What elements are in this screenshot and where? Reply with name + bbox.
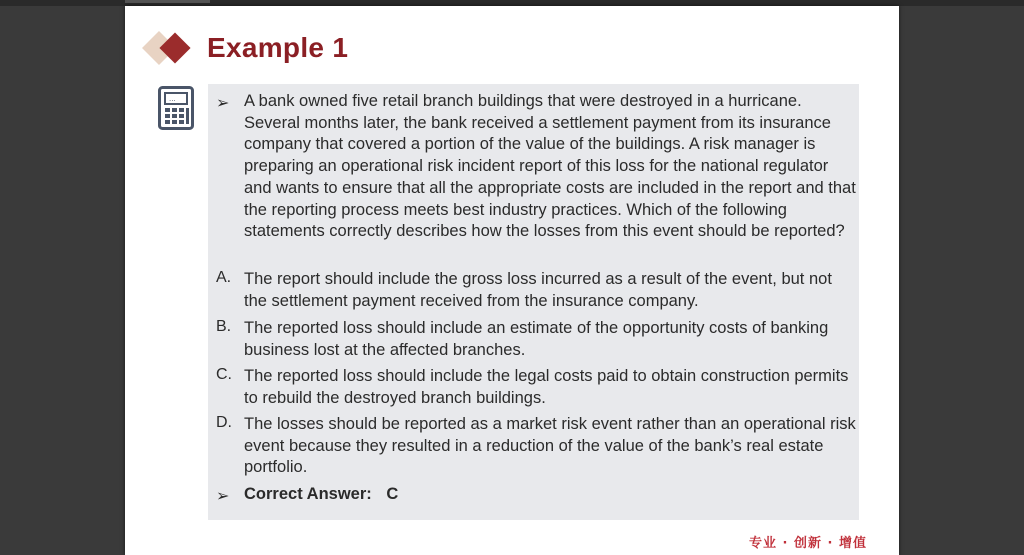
option-d-text: The losses should be reported as a market risk event rather than an operational risk event because they resulted in a reduction of the value of the bank’s real estate portfolio. <box>244 415 856 477</box>
calculator-icon <box>158 86 194 130</box>
slide-title: Example 1 <box>207 32 349 63</box>
correct-answer-value: C <box>386 485 399 503</box>
option-letter-a: A. <box>216 269 232 286</box>
option-letter-b: B. <box>216 318 232 335</box>
option-letter-d: D. <box>216 414 232 431</box>
slide <box>125 6 899 555</box>
answer-bullet: ➢ <box>216 488 230 505</box>
window-tab <box>125 0 210 3</box>
svg-text:...: ... <box>169 95 176 103</box>
question-bullet: ➢ <box>216 95 230 112</box>
option-b-text: The reported loss should include an estimate of the opportunity costs of banking business lost at the affected branches. <box>244 319 829 359</box>
question-panel <box>208 84 859 520</box>
option-c-text: The reported loss should include the legal costs paid to obtain construction permits to rebuild the destroyed branch buildings. <box>244 367 849 407</box>
option-a-text: The report should include the gross loss incurred as a result of the event, but not the settlement payment received from the insurance company. <box>244 270 832 310</box>
footer-slogan: 专业 · 创新 · 增值 <box>749 536 867 551</box>
question-text: A bank owned five retail branch buildings that were destroyed in a hurricane. Several months later, the bank received a settlement payment from its insurance company that covered a portion of the value of the buildings. A risk manager is preparing an operational risk incident report of this loss for the national regulator and wants to ensure that all the appropriate costs are included in the report and that the reporting process meets best industry practices. Which of the following statements correctly describes how the losses from this event should be reported? <box>244 92 856 241</box>
correct-answer-line <box>244 484 856 506</box>
correct-answer-label: Correct Answer: <box>244 485 372 503</box>
option-letter-c: C. <box>216 366 232 383</box>
